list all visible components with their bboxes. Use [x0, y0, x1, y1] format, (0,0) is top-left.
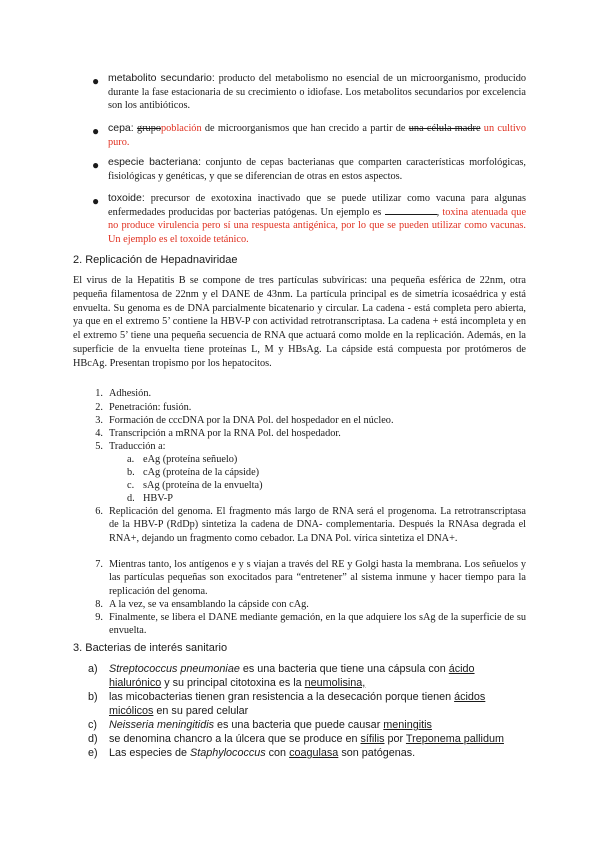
- bullet: ●: [92, 74, 100, 88]
- definition-toxoide: toxoide: precursor de exotoxina inactivado que se puede utilizar como vacuna para algunas enfermedades producidas por bacterias patógenas. Un ejemplo es , toxina atenuada que no produce virulencia pero sí una respuesta antigénica, por lo que se pueden utilizar como vacunas. Un ejemplo es el toxoide tetánico.: [108, 192, 527, 245]
- definition-cepa: cepa: grupopoblación de microorganismos que han crecido a partir de una célula madre un cultivo puro.: [108, 122, 526, 148]
- sub-list-item: a. eAg (proteína señuelo): [127, 454, 238, 465]
- sub-list-item: d. HBV-P: [127, 493, 173, 504]
- bullet: ●: [92, 124, 100, 138]
- sub-list-item: b. cAg (proteína de la cápside): [127, 467, 260, 478]
- section-heading: 3. Bacterias de interés sanitario: [73, 642, 228, 654]
- sub-list-item: c. sAg (proteína de la envuelta): [127, 480, 263, 491]
- document-page: ● metabolito secundario: producto del metabolismo no esencial de un microorganismo, producido durante la fase estacionaria de su crecimiento o idiofase. Los metabolitos secundarios por excelencia son los antibióticos. ● cepa: grupopoblación de microorganismos que han crecido a partir de una célula madre un cultivo puro. ● especie bacteriana: conjunto de cepas bacterianas que comparten características morfológicas, fisiológicas y genéticas, y que se diferencian de otras en estos aspectos. ● toxoide: precursor de exotoxina inactivado que se puede utilizar como vacuna para algunas enfermedades producidas por bacterias patógenas. Un ejemplo es , toxina atenuada que no produce virulencia pero sí una respuesta antigénica, por lo que se pueden utilizar como vacunas. Un ejemplo es el toxoide tetánico. 2. Replicación de Hepadnaviridae El virus de la Hepatitis B se compone de tres partículas subvíricas: una pequeña esférica de 22nm, otra pequeña filamentosa de 22nm y el DANE de 43nm. La partícula principal es de simetría icosaédrica y está envuelta. Su genoma es de DNA parcialmente bicatenario y circular. La cadena - está completa pero abierta, ya que en el extremo 5’ contiene la HBV-P con actividad retrotranscriptasa. La cadena + está incompleta y en el extremo 5’ tiene una pequeña secuencia de RNA que actuará como molde en la replicación. Además, en la superficie de la envuelta tiene proteínas L, M y HBsAg. La cápside está compuesta por protómeros de HBcAg. Presentan tropismo por los hepatocitos. 1. Adhesión. 2. Penetración: fusión. 3. Formación de cccDNA por la DNA Pol. del hospedador en el núcleo. 4. Transcripción a mRNA por la RNA Pol. del hospedador. 5. Traducción a: a. eAg (proteína señuelo) b. cAg (proteína de la cápside) c. sAg (proteína de la envuelta) d. HBV-P 6. Replicación del genoma. El fragmento más largo de RNA será el progenoma. La retrotranscriptasa de la HBV-P (RdDp) sintetiza la cadena de DNA- complementaria. Después la RNAsa degrada el RNA+, dejando un fragmento como cebador. La DNA Pol. vírica sintetiza el DNA+. 7. Mientras tanto, los antígenos e y s viajan a través del RE y Golgi hasta la membrana. Los señuelos y las partículas pequeñas son exocitados para “entretener” al sistema inmune y hacer tiempo para la replicación del genoma. 8. A la vez, se va ensamblando la cápside con cAg. 9. Finalmente, se libera el DANE mediante gemación, en la que adquiere los sAg de la superficie de su envuelta. 3. Bacterias de interés sanitario a) Streptococcus pneumoniae es una bacteria que tiene una cápsula con ácido hialurónico y su principal citotoxina es la neumolisina, b) las micobacterias tienen gran resistencia a la desecación porque tienen ácidos micólicos en su pared celular c) Neisseria meningitidis es una bacteria que puede causar meningitis d) se denomina chancro a la úlcera que se produce en sífilis por Treponema pallidum e) Las especies de Staphylococcus con coagulasa son patógenas.: [73, 72, 527, 759]
- paragraph-hepatitis: El virus de la Hepatitis B se compone de tres partículas subvíricas: una pequeña esférica de 22nm, otra pequeña filamentosa de 22nm y el DANE de 43nm. La partícula principal es de simetría icosaédrica y está envuelta. Su genoma es de DNA parcialmente bicatenario y circular. La cadena - está completa pero abierta, ya que en el extremo 5’ contiene la HBV-P con actividad retrotranscriptasa. La cadena + está incompleta y en el extremo 5’ tiene una pequeña secuencia de RNA que actuará como molde en la replicación. Además, en la superficie de la envuelta tiene proteínas L, M y HBsAg. La cápside está compuesta por protómeros de HBcAg. Presentan tropismo por los hepatocitos.: [73, 275, 526, 369]
- blank-line: [385, 206, 437, 215]
- bullet: ●: [92, 158, 100, 172]
- definition-metabolito: metabolito secundario: producto del metabolismo no esencial de un microorganismo, producido durante la fase estacionaria de su crecimiento o idiofase. Los metabolitos secundarios por excelencia son los antibióticos.: [108, 72, 526, 112]
- bullet: ●: [92, 194, 100, 208]
- definition-especie: especie bacteriana: conjunto de cepas bacterianas que comparten características morfológicas, fisiológicas y genéticas, y que se diferencian de otras en estos aspectos.: [108, 156, 526, 182]
- section-heading: 2. Replicación de Hepadnaviridae: [73, 254, 238, 266]
